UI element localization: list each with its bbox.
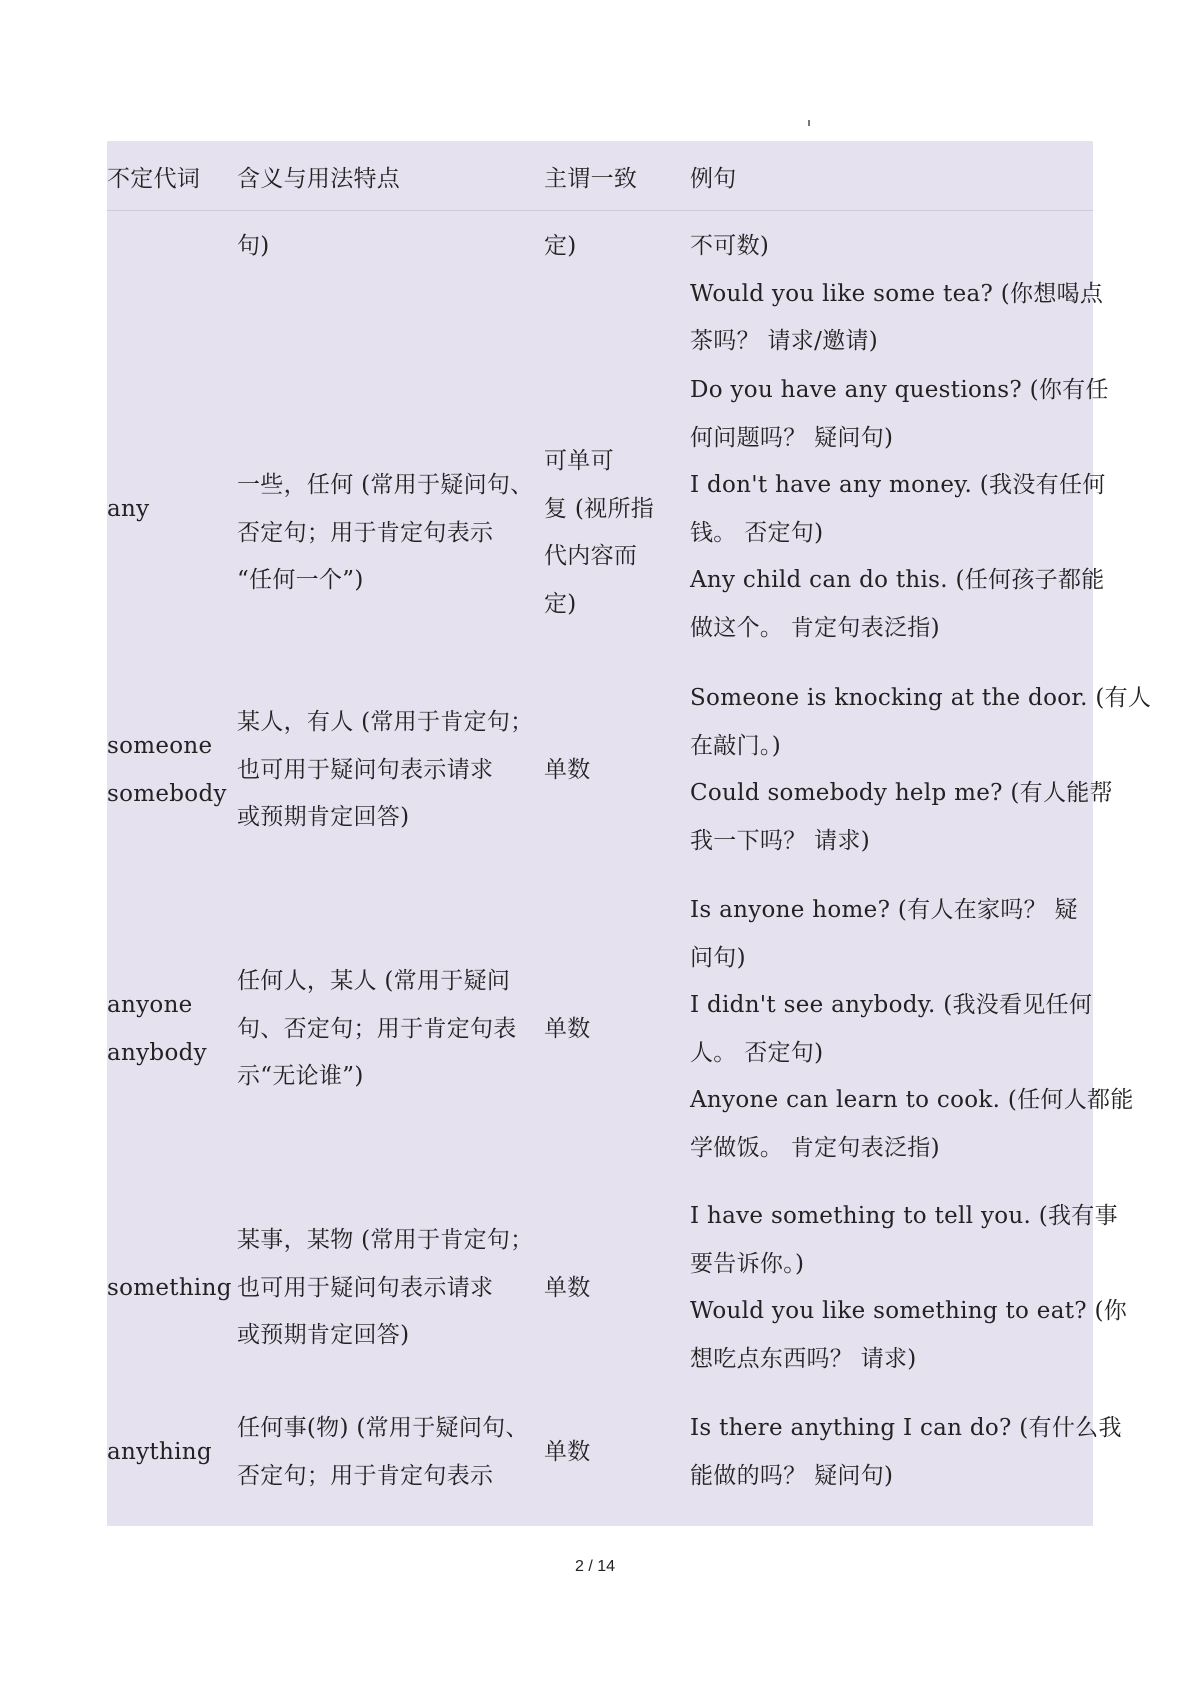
header-divider xyxy=(107,210,1093,211)
row-0-meaning: 句) xyxy=(237,233,270,259)
row-5-meaning: 任何事(物) (常用于疑问句、 否定句；用于肯定句表示 xyxy=(237,1415,529,1489)
row-3-pronoun: anyone anybody xyxy=(107,992,207,1066)
row-4-meaning: 某事，某物 (常用于肯定句； 也可用于疑问句表示请求 或预期肯定回答) xyxy=(237,1227,534,1348)
row-2-examples: Someone is knocking at the door. (有人 在敲门。) Could somebody help me? (有人能帮 我一下吗？ 请求) xyxy=(690,685,1152,854)
row-3-examples: Is anyone home? (有人在家吗？ 疑 问句) I didn't see anybody. (我没看见任何 人。 否定句) Anyone can learn to cook. (任何人都能 学做饭。 肯定句表泛指) xyxy=(690,897,1134,1161)
row-4-examples: I have something to tell you. (我有事 要告诉你。) Would you like something to eat? (你 想吃点东西吗？ 请求) xyxy=(690,1203,1128,1372)
header-agreement: 主谓一致 xyxy=(544,166,638,192)
row-1-pronoun: any xyxy=(107,496,150,522)
pronoun-table xyxy=(107,141,1152,1526)
row-1-agreement: 可单可 复 (视所指 代内容而 定) xyxy=(544,448,655,617)
row-1-examples: Do you have any questions? (你有任 何问题吗？ 疑问句) I don't have any money. (我没有任何 钱。 否定句) Any child can do this. (任何孩子都能 做这个。 肯定句表泛指) xyxy=(690,377,1109,641)
row-5-pronoun: anything xyxy=(107,1439,212,1465)
header-meaning: 含义与用法特点 xyxy=(237,166,401,192)
row-5-agreement: 单数 xyxy=(544,1439,591,1465)
row-1-meaning: 一些，任何 (常用于疑问句、 否定句；用于肯定句表示 “任何一个”) xyxy=(237,472,534,593)
row-0-agreement: 定) xyxy=(544,233,577,259)
row-4-pronoun: something xyxy=(107,1275,232,1301)
row-2-pronoun: someone somebody xyxy=(107,733,227,807)
page-mark xyxy=(808,120,810,126)
row-2-meaning: 某人，有人 (常用于肯定句； 也可用于疑问句表示请求 或预期肯定回答) xyxy=(237,709,534,830)
row-3-meaning: 任何人，某人 (常用于疑问 句、否定句；用于肯定句表 示“无论谁”) xyxy=(237,968,517,1089)
row-3-agreement: 单数 xyxy=(544,1016,591,1042)
row-0-examples: 不可数) Would you like some tea? (你想喝点 茶吗？ 请求/邀请) xyxy=(690,233,1104,354)
row-4-agreement: 单数 xyxy=(544,1275,591,1301)
header-pronoun: 不定代词 xyxy=(107,166,201,192)
row-2-agreement: 单数 xyxy=(544,757,591,783)
header-examples: 例句 xyxy=(690,166,737,192)
page-number: 2 / 14 xyxy=(574,1558,616,1575)
row-5-examples: Is there anything I can do? (有什么我 能做的吗？ 疑问句) xyxy=(690,1415,1122,1489)
